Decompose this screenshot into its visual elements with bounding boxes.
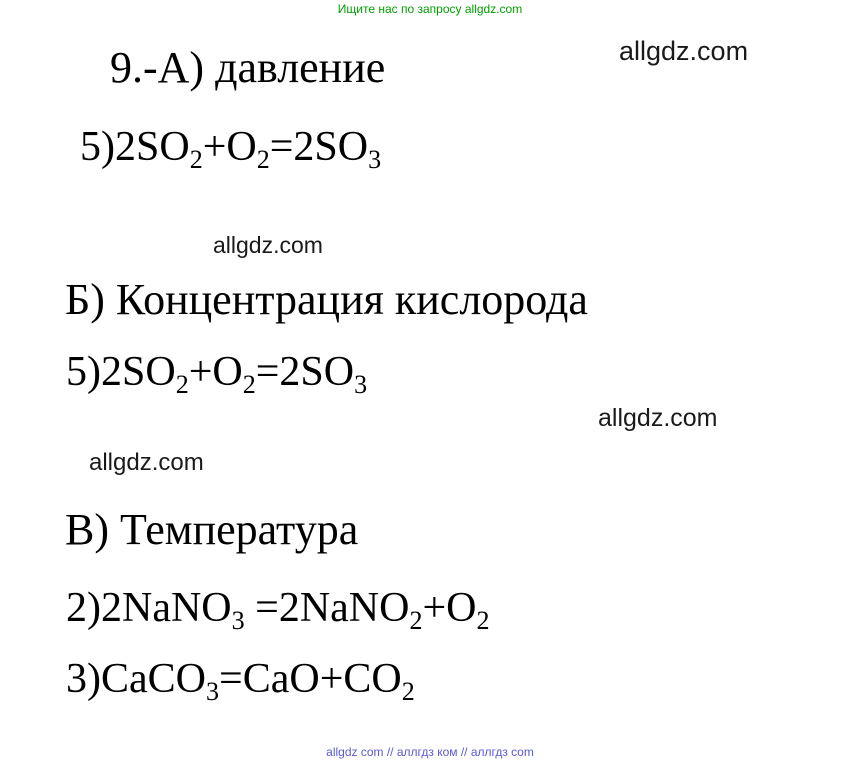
equation-b-sub2: 2 [242, 369, 256, 399]
answer-line-v: В) Температура [65, 505, 359, 554]
equation-b-part3: =2SO [255, 349, 355, 395]
equation-line-v1 [66, 587, 490, 634]
equation-v2-part1: 3)CaCO [66, 656, 206, 702]
top-watermark-note: Ищите нас по запросу allgdz.com [337, 2, 523, 16]
watermark-upper-middle: allgdz.com [213, 232, 323, 258]
equation-line-v2 [66, 658, 415, 705]
equation-b-part1: 5)2SO [66, 349, 176, 395]
equation-line-a [80, 126, 381, 173]
equation-v2-part2: =CaO+CO [219, 656, 402, 702]
answer-line-b: Б) Концентрация кислорода [65, 275, 588, 324]
equation-a-part2: +O [202, 124, 257, 170]
equation-v2-sub1: 3 [206, 676, 220, 706]
equation-v1-sub3: 2 [476, 605, 490, 635]
equation-v1-part1: 2)2NaNO [66, 585, 232, 631]
equation-v1-sub2: 2 [409, 605, 423, 635]
equation-line-b [66, 351, 367, 398]
equation-v1-sub1: 3 [231, 605, 245, 635]
watermark-middle-left: allgdz.com [89, 449, 204, 476]
equation-b-part2: +O [188, 349, 243, 395]
equation-b-sub1: 2 [175, 369, 189, 399]
equation-a-part3: =2SO [269, 124, 369, 170]
equation-v2-sub2: 2 [401, 676, 415, 706]
equation-b-sub3: 3 [354, 369, 368, 399]
watermark-middle-right: allgdz.com [598, 404, 718, 432]
equation-a-sub1: 2 [189, 144, 203, 174]
equation-a-sub2: 2 [256, 144, 270, 174]
bottom-watermark-note: allgdz com // аллгдз ком // аллгдз com [326, 745, 534, 759]
equation-v1-part3: +O [422, 585, 477, 631]
answer-line-a: 9.-А) давление [110, 43, 386, 92]
equation-a-sub3: 3 [368, 144, 382, 174]
equation-a-part1: 5)2SO [80, 124, 190, 170]
equation-v1-part2: =2NaNO [244, 585, 410, 631]
watermark-top-right: allgdz.com [619, 36, 749, 66]
